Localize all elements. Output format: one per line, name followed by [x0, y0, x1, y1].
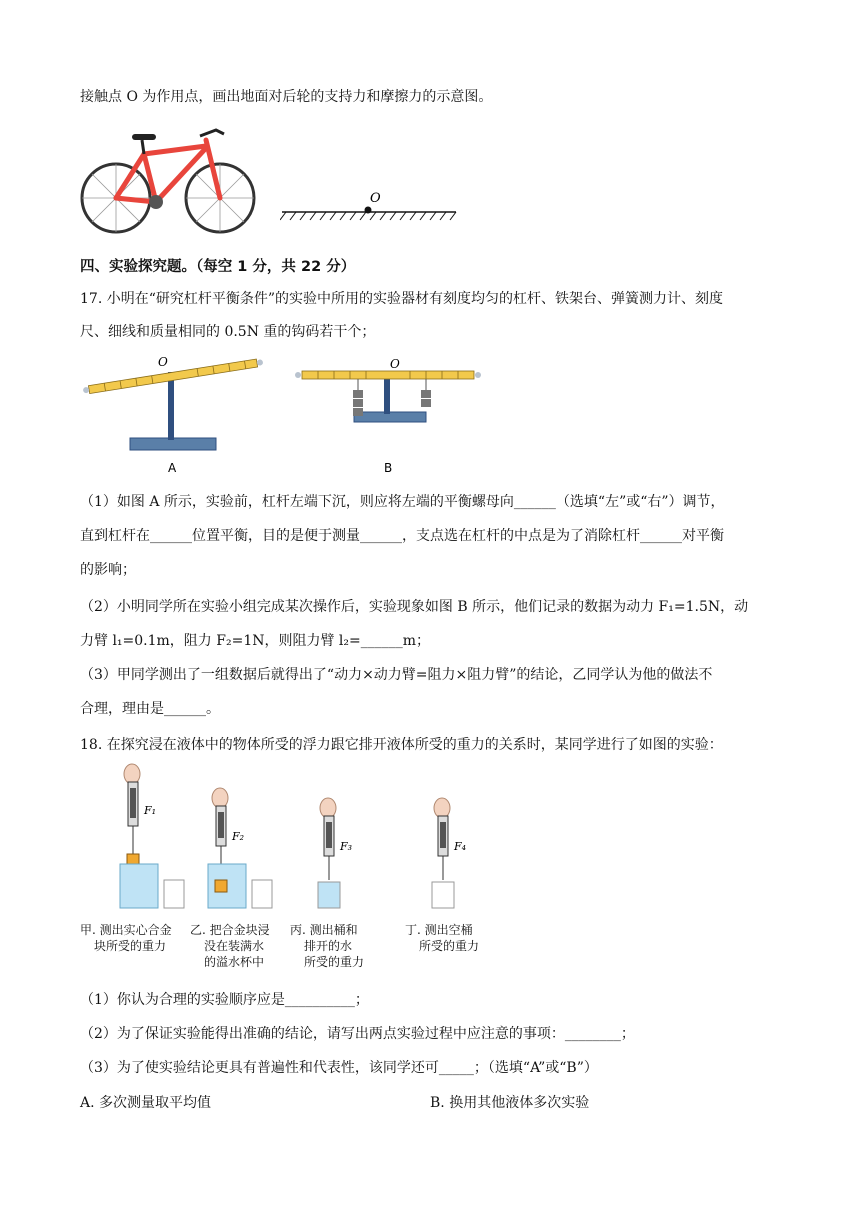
point-o-label: O [370, 191, 381, 206]
contact-point [365, 207, 372, 214]
pivot-label-a: O [158, 355, 168, 369]
buoyancy-experiment-figure [80, 762, 500, 912]
label-f2: F₂ [232, 830, 245, 843]
lever-figure-b [292, 352, 488, 474]
figure-b-label: B [384, 461, 393, 474]
caption-yi: 乙. 把合金块浸 没在装满水 的溢水杯中 [190, 923, 270, 969]
q17-part1-line3: 的影响； [80, 562, 136, 578]
q17-part1-line2: 直到杠杆在______位置平衡，目的是便于测量______，支点选在杠杆的中点是为了消除杠杆______对平衡 [80, 528, 724, 544]
q18-part1: （1）你认为合理的实验顺序应是__________； [80, 992, 369, 1008]
q17-part1-line1: （1）如图 A 所示，实验前，杠杆左端下沉，则应将左端的平衡螺母向______（选填“左”或“右”）调节， [80, 494, 725, 510]
q18-stem: 18. 在探究浸在液体中的物体所受的浮力跟它排开液体所受的重力的关系时，某同学进行了如图的实验： [80, 737, 723, 753]
q17-part2-line1: （2）小明同学所在实验小组完成某次操作后，实验现象如图 B 所示，他们记录的数据为动力 F₁=1.5N，动 [80, 599, 749, 615]
setup-ding [432, 798, 454, 908]
option-b: B. 换用其他液体多次实验 [430, 1095, 590, 1111]
bicycle-figure [78, 124, 258, 236]
q18-part2: （2）为了保证实验能得出准确的结论，请写出两点实验过程中应注意的事项：________； [80, 1026, 635, 1042]
label-f3: F₃ [340, 840, 353, 853]
label-f1: F₁ [144, 804, 157, 817]
setup-yi [208, 788, 272, 908]
q17-part3-line2: 合理，理由是______。 [80, 701, 220, 717]
option-a: A. 多次测量取平均值 [80, 1095, 212, 1111]
ground-figure [280, 186, 460, 222]
caption-jia: 甲. 测出实心合金 块所受的重力 [80, 923, 172, 953]
caption-ding: 丁. 测出空桶 所受的重力 [405, 923, 480, 953]
q16-instruction: 接触点 O 为作用点，画出地面对后轮的支持力和摩擦力的示意图。 [80, 89, 493, 105]
figure-a-label: A [168, 461, 177, 474]
setup-jia [120, 764, 184, 908]
lever-figure-a [80, 352, 270, 474]
section-heading: 四、实验探究题。（每空 1 分，共 22 分） [80, 259, 356, 275]
q17-stem-line1: 17. 小明在“研究杠杆平衡条件”的实验中所用的实验器材有刻度均匀的杠杆、铁架台、弹簧测力计、刻度 [80, 291, 724, 307]
q17-part3-line1: （3）甲同学测出了一组数据后就得出了“动力×动力臂=阻力×阻力臂”的结论，乙同学认为他的做法不 [80, 667, 713, 683]
q18-part3: （3）为了使实验结论更具有普遍性和代表性，该同学还可_____；（选填“A”或“B”） [80, 1060, 598, 1076]
q17-stem-line2: 尺、细线和质量相同的 0.5N 重的钩码若干个； [80, 324, 376, 340]
setup-bing [318, 798, 340, 908]
caption-bing: 丙. 测出桶和 排开的水 所受的重力 [290, 923, 365, 969]
q17-part2-line2: 力臂 l₁=0.1m，阻力 F₂=1N，则阻力臂 l₂=______m； [80, 633, 431, 649]
label-f4: F₄ [454, 840, 467, 853]
pivot-label-b: O [390, 357, 400, 371]
